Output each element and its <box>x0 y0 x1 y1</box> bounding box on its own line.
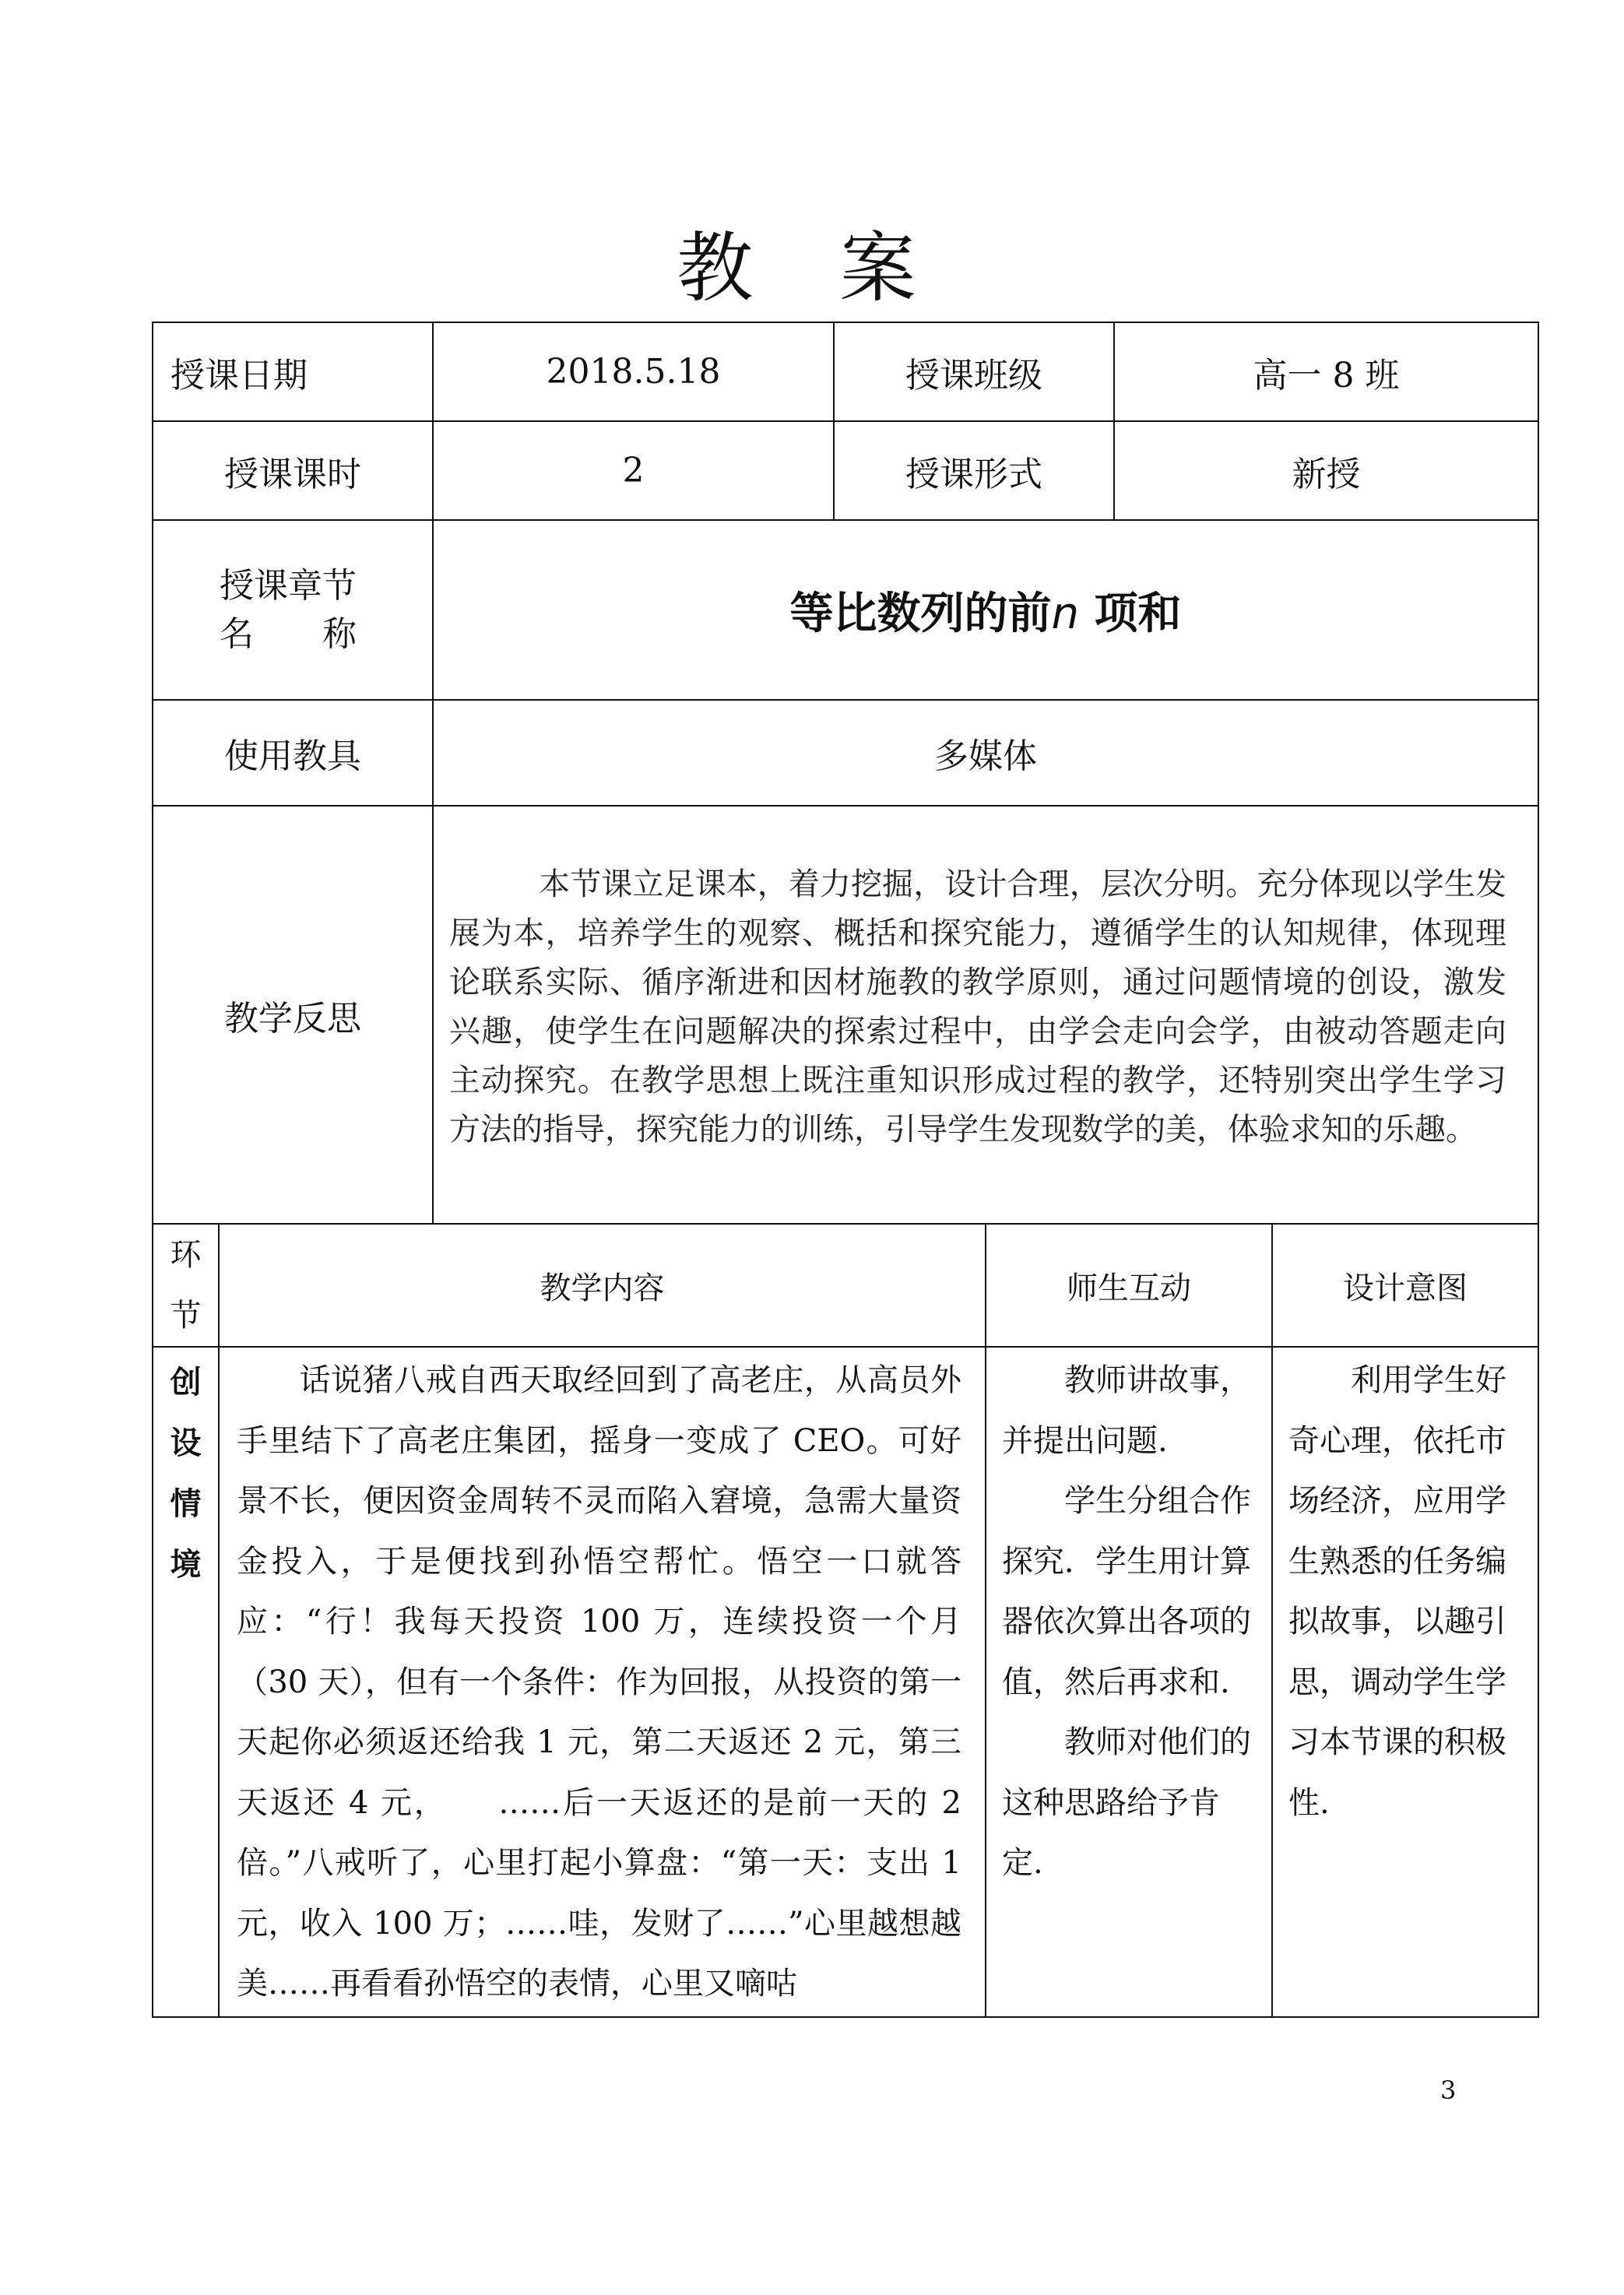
interaction-cell <box>986 1347 1272 2017</box>
header-content: 教学内容 <box>219 1224 986 1347</box>
header-stage <box>153 1224 219 1347</box>
stage-char-1: 创 <box>170 1364 202 1401</box>
date-label: 授课日期 <box>153 322 433 421</box>
header-stage-char-2: 节 <box>170 1298 202 1334</box>
tools-value: 多媒体 <box>433 700 1538 806</box>
info-row-date <box>153 322 1538 421</box>
form-value: 新授 <box>1114 421 1538 520</box>
interaction-text-1: 教师讲故事，并提出问题. <box>1002 1362 1251 1459</box>
chapter-value-post: 项和 <box>1094 588 1182 639</box>
content-text: 话说猪八戒自西天取经回到了高老庄，从高员外手里结下了高老庄集团，摇身一变成了 CEO。可好景不长，便因资金周转不灵而陷入窘境，急需大量资金投入，于是便找到孙悟空帮忙。悟空一口就答应：“行！我每天投资 100 万，连续投资一个月（30 天），但有一个条件：作为回报，从投资的第一天起你必须返还给我 1 元，第二天返还 2 元，第三天返还 4 元， ……后一天返还的是前一天的 2 倍。”八戒听了，心里打起小算盘：“第一天：支出 1 元，收入 100 万；……哇，发财了……”心里越想越美……再看看孙悟空的表情，心里又嘀咕 <box>237 1362 961 2002</box>
teaching-process-table <box>152 1223 1539 2018</box>
info-row-reflection <box>153 806 1538 1224</box>
stage-char-3: 情 <box>170 1485 202 1522</box>
chapter-value <box>433 520 1538 700</box>
reflection-label: 教学反思 <box>153 806 433 1224</box>
stage-char-4: 境 <box>170 1546 202 1583</box>
chapter-value-pre: 等比数列的前 <box>789 588 1052 639</box>
stage-char-2: 设 <box>170 1425 202 1461</box>
page-number: 3 <box>1440 2075 1457 2105</box>
class-label: 授课班级 <box>834 322 1114 421</box>
date-value: 2018.5.18 <box>433 322 834 421</box>
page-title: 教 案 <box>677 224 947 313</box>
stage-label <box>153 1347 219 2017</box>
header-design: 设计意图 <box>1272 1224 1538 1347</box>
info-row-hours <box>153 421 1538 520</box>
reflection-cell <box>433 806 1538 1224</box>
interaction-text-2: 学生分组合作探究．学生用计算器依次算出各项的值，然后再求和. <box>1002 1483 1251 1700</box>
content-cell <box>219 1347 986 2017</box>
interaction-text-3: 教师对他们的这种思路给予肯定. <box>1002 1724 1251 1881</box>
info-row-chapter <box>153 520 1538 700</box>
header-interaction: 师生互动 <box>986 1224 1272 1347</box>
chapter-value-variable: n <box>1051 588 1079 639</box>
chapter-label-line2: 名 称 <box>220 613 357 654</box>
class-value: 高一 8 班 <box>1114 322 1538 421</box>
chapter-label-line1: 授课章节 <box>220 565 357 606</box>
hours-label: 授课课时 <box>153 421 433 520</box>
header-stage-char-1: 环 <box>170 1237 202 1273</box>
design-text: 利用学生好奇心理，依托市场经济，应用学生熟悉的任务编拟故事，以趣引思，调动学生学习本节课的积极性. <box>1288 1362 1506 1821</box>
interaction-paragraph-2 <box>1002 1471 1253 1713</box>
form-label: 授课形式 <box>834 421 1114 520</box>
chapter-label <box>153 520 433 700</box>
process-header-row <box>153 1224 1538 1347</box>
process-row-scenario <box>153 1347 1538 2017</box>
reflection-text: 本节课立足课本，着力挖掘，设计合理，层次分明。充分体现以学生发展为本，培养学生的观察、概括和探究能力，遵循学生的认知规律，体现理论联系实际、循序渐进和因材施教的教学原则，通过问题情境的创设，激发兴趣，使学生在问题解决的探索过程中，由学会走向会学，由被动答题走向主动探究。在教学思想上既注重知识形成过程的教学，还特别突出学生学习方法的指导，探究能力的训练，引导学生发现数学的美，体验求知的乐趣。 <box>449 866 1506 1148</box>
info-row-tools <box>153 700 1538 806</box>
hours-value: 2 <box>433 421 834 520</box>
interaction-paragraph-3 <box>1002 1713 1253 1894</box>
design-cell <box>1272 1347 1538 2017</box>
tools-label: 使用教具 <box>153 700 433 806</box>
interaction-paragraph-1 <box>1002 1351 1253 1471</box>
lesson-info-table <box>152 322 1539 1225</box>
